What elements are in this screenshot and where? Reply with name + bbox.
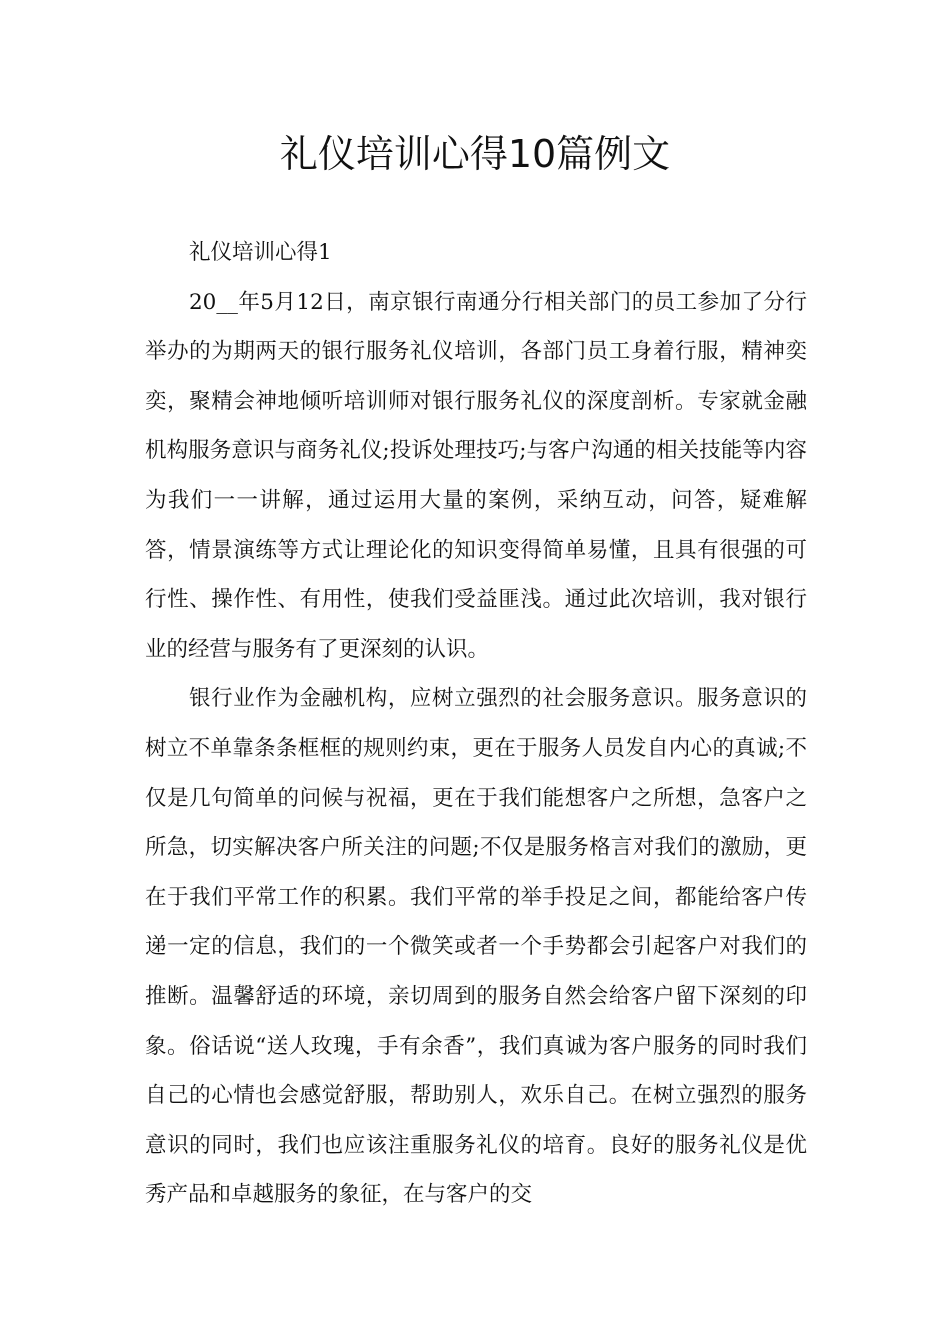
document-body bbox=[145, 228, 807, 1220]
body-paragraph: 银行业作为金融机构，应树立强烈的社会服务意识。服务意识的树立不单靠条条框框的规则约束，更在于服务人员发自内心的真诚;不仅是几句简单的问候与祝福，更在于我们能想客户之所想，急客户之所急，切实解决客户所关注的问题;不仅是服务格言对我们的激励，更在于我们平常工作的积累。我们平常的举手投足之间，都能给客户传递一定的信息，我们的一个微笑或者一个手势都会引起客户对我们的推断。温馨舒适的环境，亲切周到的服务自然会给客户留下深刻的印象。俗话说“送人玫瑰，手有余香”，我们真诚为客户服务的同时我们自己的心情也会感觉舒服，帮助别人，欢乐自己。在树立强烈的服务意识的同时，我们也应该注重服务礼仪的培育。良好的服务礼仪是优秀产品和卓越服务的象征，在与客户的交 bbox=[145, 686, 807, 1208]
body-paragraph: 20__年5月12日，南京银行南通分行相关部门的员工参加了分行举办的为期两天的银行服务礼仪培训，各部门员工身着行服，精神奕奕，聚精会神地倾听培训师对银行服务礼仪的深度剖析。专家就金融机构服务意识与商务礼仪;投诉处理技巧;与客户沟通的相关技能等内容为我们一一讲解，通过运用大量的案例，采纳互动，问答，疑难解答，情景演练等方式让理论化的知识变得简单易懂，且具有很强的可行性、操作性、有用性，使我们受益匪浅。通过此次培训，我对银行业的经营与服务有了更深刻的认识。 bbox=[145, 289, 807, 662]
section-heading: 礼仪培训心得1 bbox=[189, 240, 332, 265]
document-title: 礼仪培训心得10篇例文 bbox=[279, 132, 671, 176]
